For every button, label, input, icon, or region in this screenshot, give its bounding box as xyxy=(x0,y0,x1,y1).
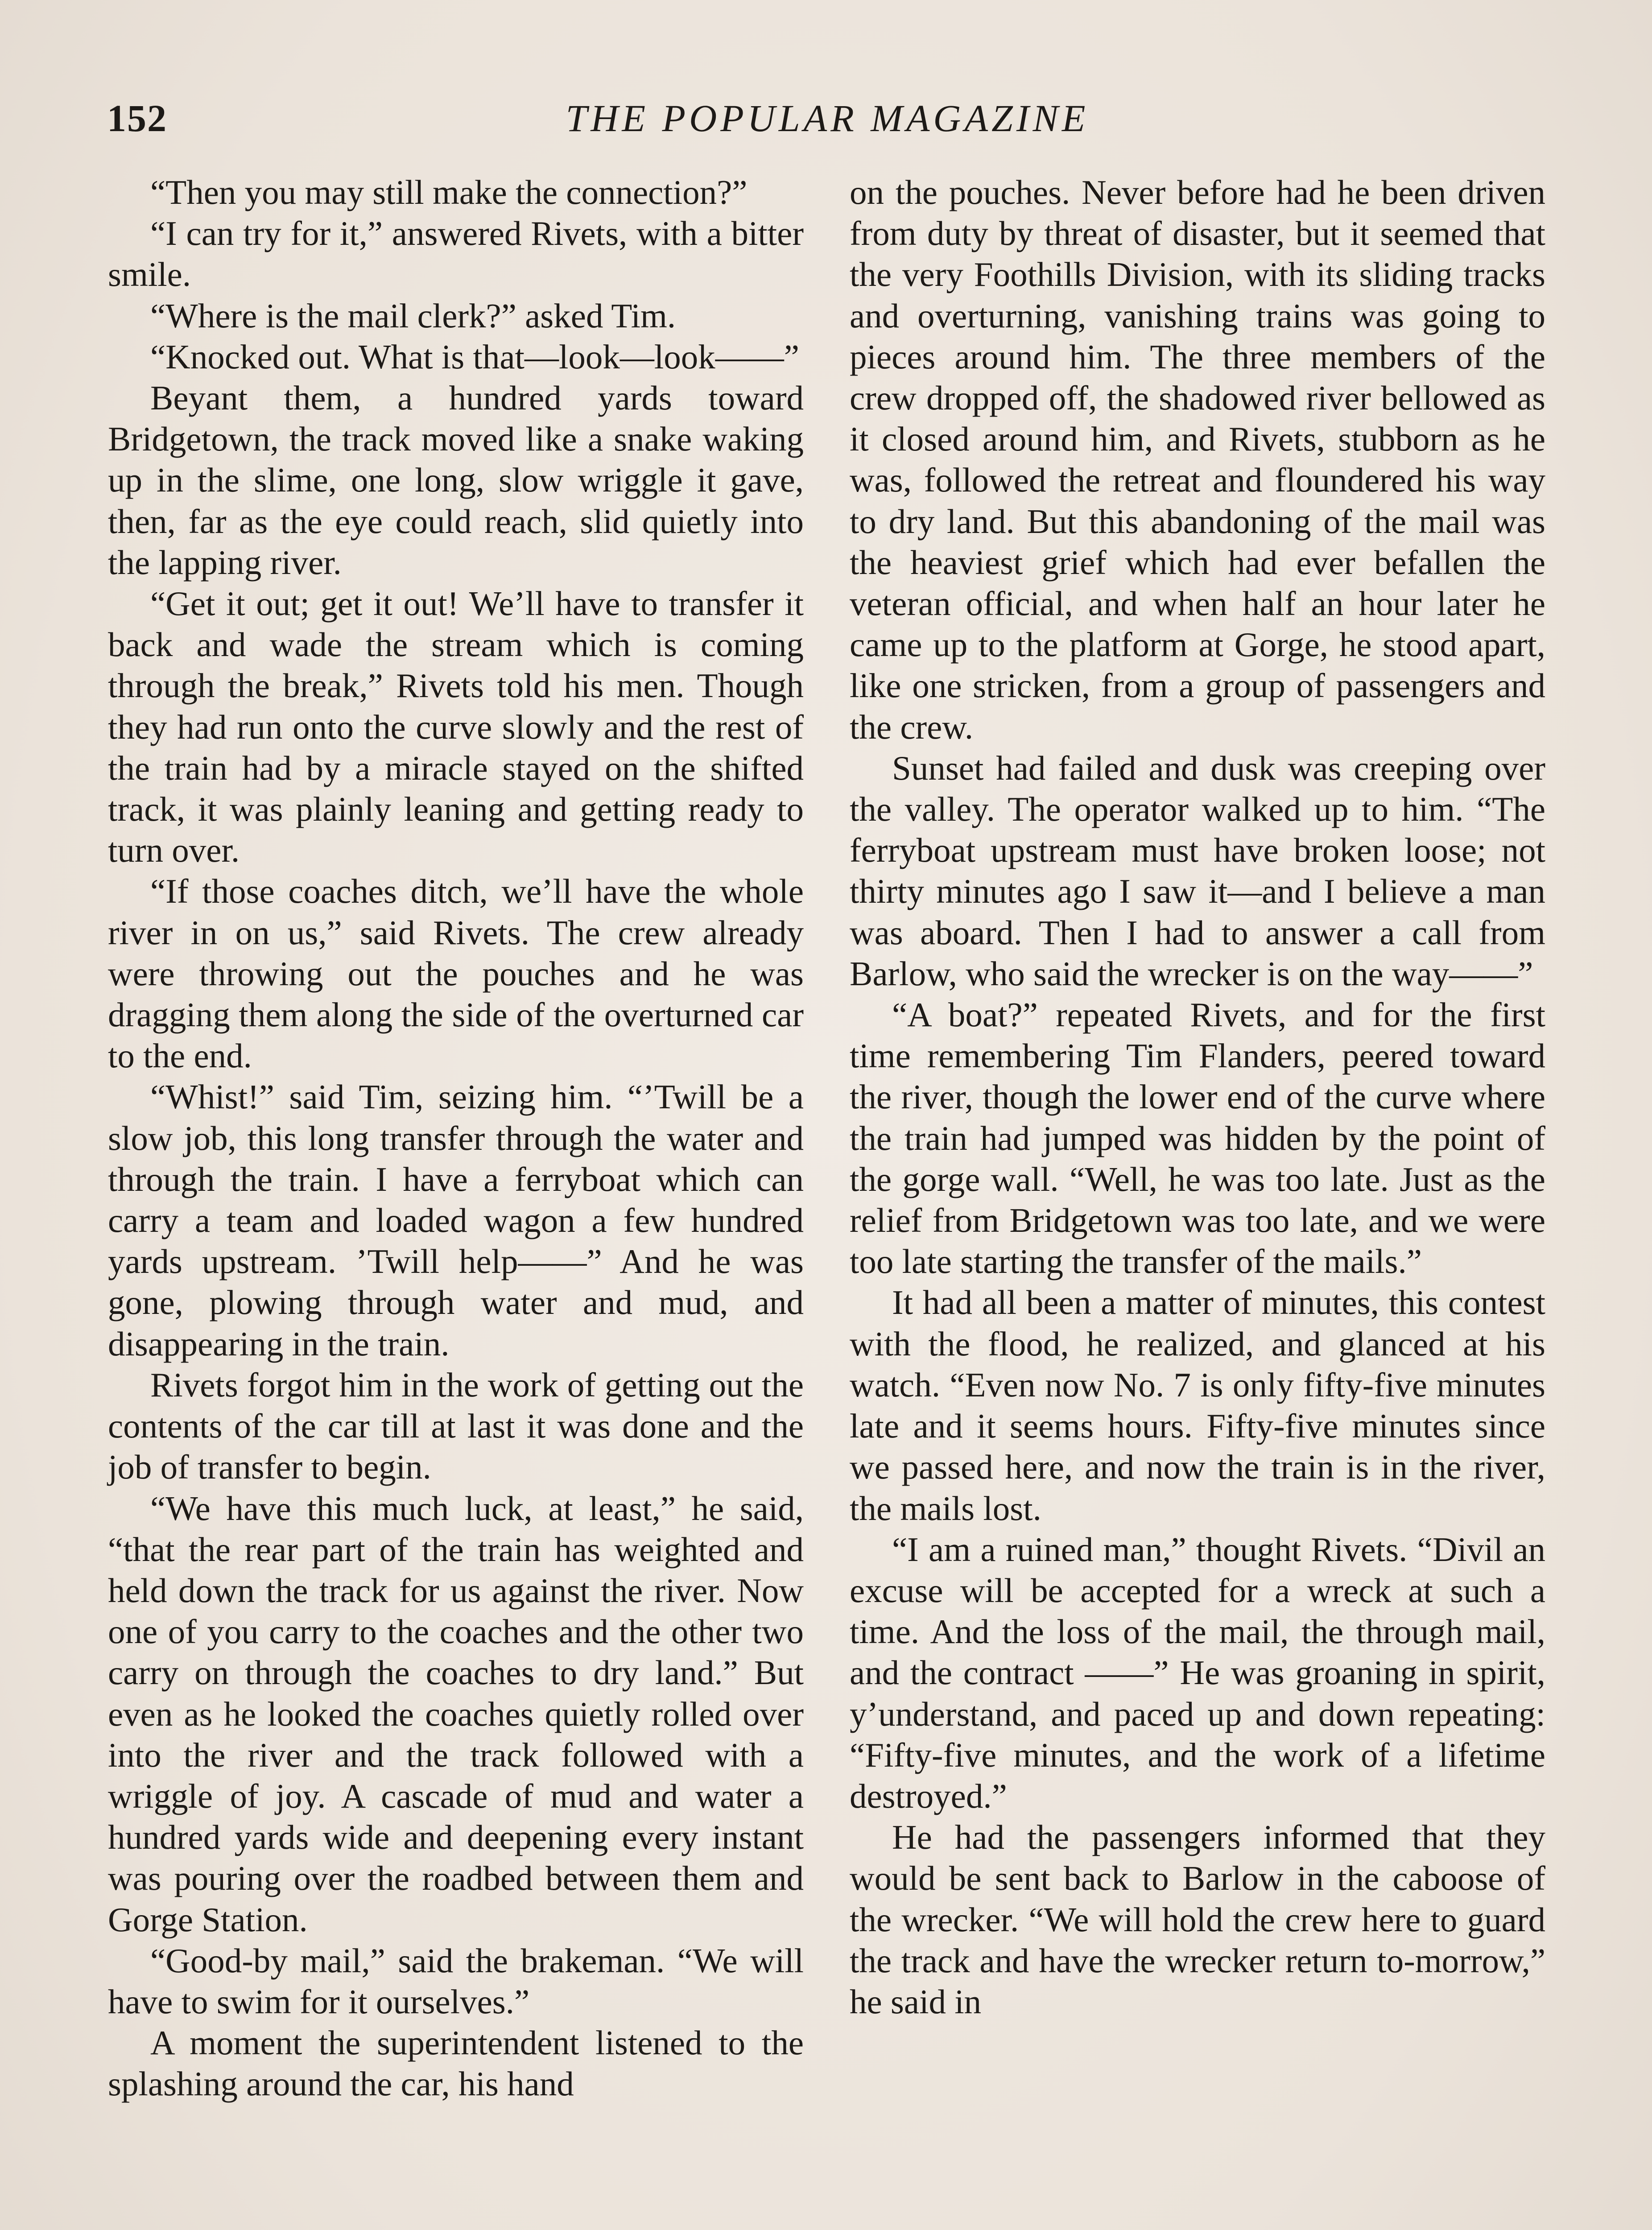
paragraph: “Good-by mail,” said the brakeman. “We will have to swim for it ourselves.” xyxy=(108,1941,804,2021)
paragraph-continued: on the pouches. Never before had he been driven from duty by threat of disaster, but it seemed that the very Foothills Division, with its sliding tracks and overturning, vanishing trains was going to pieces around him. The three members of the crew dropped off, the shadowed river bellowed as it closed around him, and Rivets, stubborn as he was, followed the retreat and floundered his way to dry land. But this abandoning of the mail was the heaviest grief which had ever befallen the veteran official, and when half an hour later he came up to the platform at Gorge, he stood apart, like one stricken, from a group of passengers and the crew. xyxy=(850,173,1545,746)
page-number: 152 xyxy=(107,97,167,140)
paragraph: It had all been a matter of minutes, this contest with the flood, he realized, and glanced at his watch. “Even now No. 7 is only fifty-five minutes late and it seems hours. Fifty-five minutes since we passed here, and now the train is in the river, the mails lost. xyxy=(850,1283,1545,1528)
paragraph: “Where is the mail clerk?” asked Tim. xyxy=(150,296,676,335)
left-column xyxy=(108,172,804,2105)
paragraph: Sunset had failed and dusk was creeping over the valley. The operator walked up to him. “The ferryboat upstream must have broken loose; not thirty minutes ago I saw it—and I believe a man was aboard. Then I had to answer a call from Barlow, who said the wrecker is on the way——” xyxy=(850,748,1545,993)
paragraph: “If those coaches ditch, we’ll have the whole river in on us,” said Rivets. The crew already were throwing out the pouches and he was dragging them along the side of the overturned car to the end. xyxy=(108,872,804,1075)
paragraph: “I can try for it,” answered Rivets, with a bitter smile. xyxy=(108,214,804,294)
paragraph: “Then you may still make the connection?” xyxy=(150,173,748,211)
paragraph: Rivets forgot him in the work of getting out the contents of the car till at last it was done and the job of transfer to begin. xyxy=(108,1365,804,1487)
running-head: THE POPULAR MAGAZINE xyxy=(566,97,1089,140)
paragraph: He had the passengers informed that they would be sent back to Barlow in the caboose of the wrecker. “We will hold the crew here to guard the track and have the wrecker return to-morrow,” he said in xyxy=(850,1818,1545,2021)
paragraph: “Knocked out. What is that—look—look——” xyxy=(150,337,799,376)
paragraph: “I am a ruined man,” thought Rivets. “Divil an excuse will be accepted for a wreck at such a time. And the loss of the mail, the through mail, and the contract ——” He was groaning in spirit, y’understand, and paced up and down repeating: “Fifty-five minutes, and the work of a lifetime destroyed.” xyxy=(850,1530,1545,1815)
paragraph: Beyant them, a hundred yards toward Bridgetown, the track moved like a snake waking up in the slime, one long, slow wriggle it gave, then, far as the eye could reach, slid quietly into the lapping river. xyxy=(108,379,804,582)
page-header xyxy=(107,96,1548,145)
paragraph: “Whist!” said Tim, seizing him. “’Twill be a slow job, this long transfer through the water and through the train. I have a ferryboat which can carry a team and loaded wagon a few hundred yards upstream. ’Twill help——” And he was gone, plowing through water and mud, and disappearing in the train. xyxy=(108,1078,804,1363)
right-column xyxy=(850,172,1545,2022)
paragraph: “A boat?” repeated Rivets, and for the first time remembering Tim Flanders, peered toward the river, though the lower end of the curve where the train had jumped was hidden by the point of the gorge wall. “Well, he was too late. Just as the relief from Bridgetown was too late, and we were too late starting the transfer of the mails.” xyxy=(850,995,1545,1281)
paragraph: “Get it out; get it out! We’ll have to transfer it back and wade the stream which is coming through the break,” Rivets told his men. Though they had run onto the curve slowly and the rest of the train had by a miracle stayed on the shifted track, it was plainly leaning and getting ready to turn over. xyxy=(108,584,804,870)
paragraph: A moment the superintendent listened to the splashing around the car, his hand xyxy=(108,2024,804,2103)
paragraph: “We have this much luck, at least,” he said, “that the rear part of the train has weighted and held down the track for us against the river. Now one of you carry to the coaches and the other two carry on through the coaches to dry land.” But even as he looked the coaches quietly rolled over into the river and the track followed with a wriggle of joy. A cascade of mud and water a hundred yards wide and deepening every instant was pouring over the roadbed between them and Gorge Station. xyxy=(108,1489,804,1939)
